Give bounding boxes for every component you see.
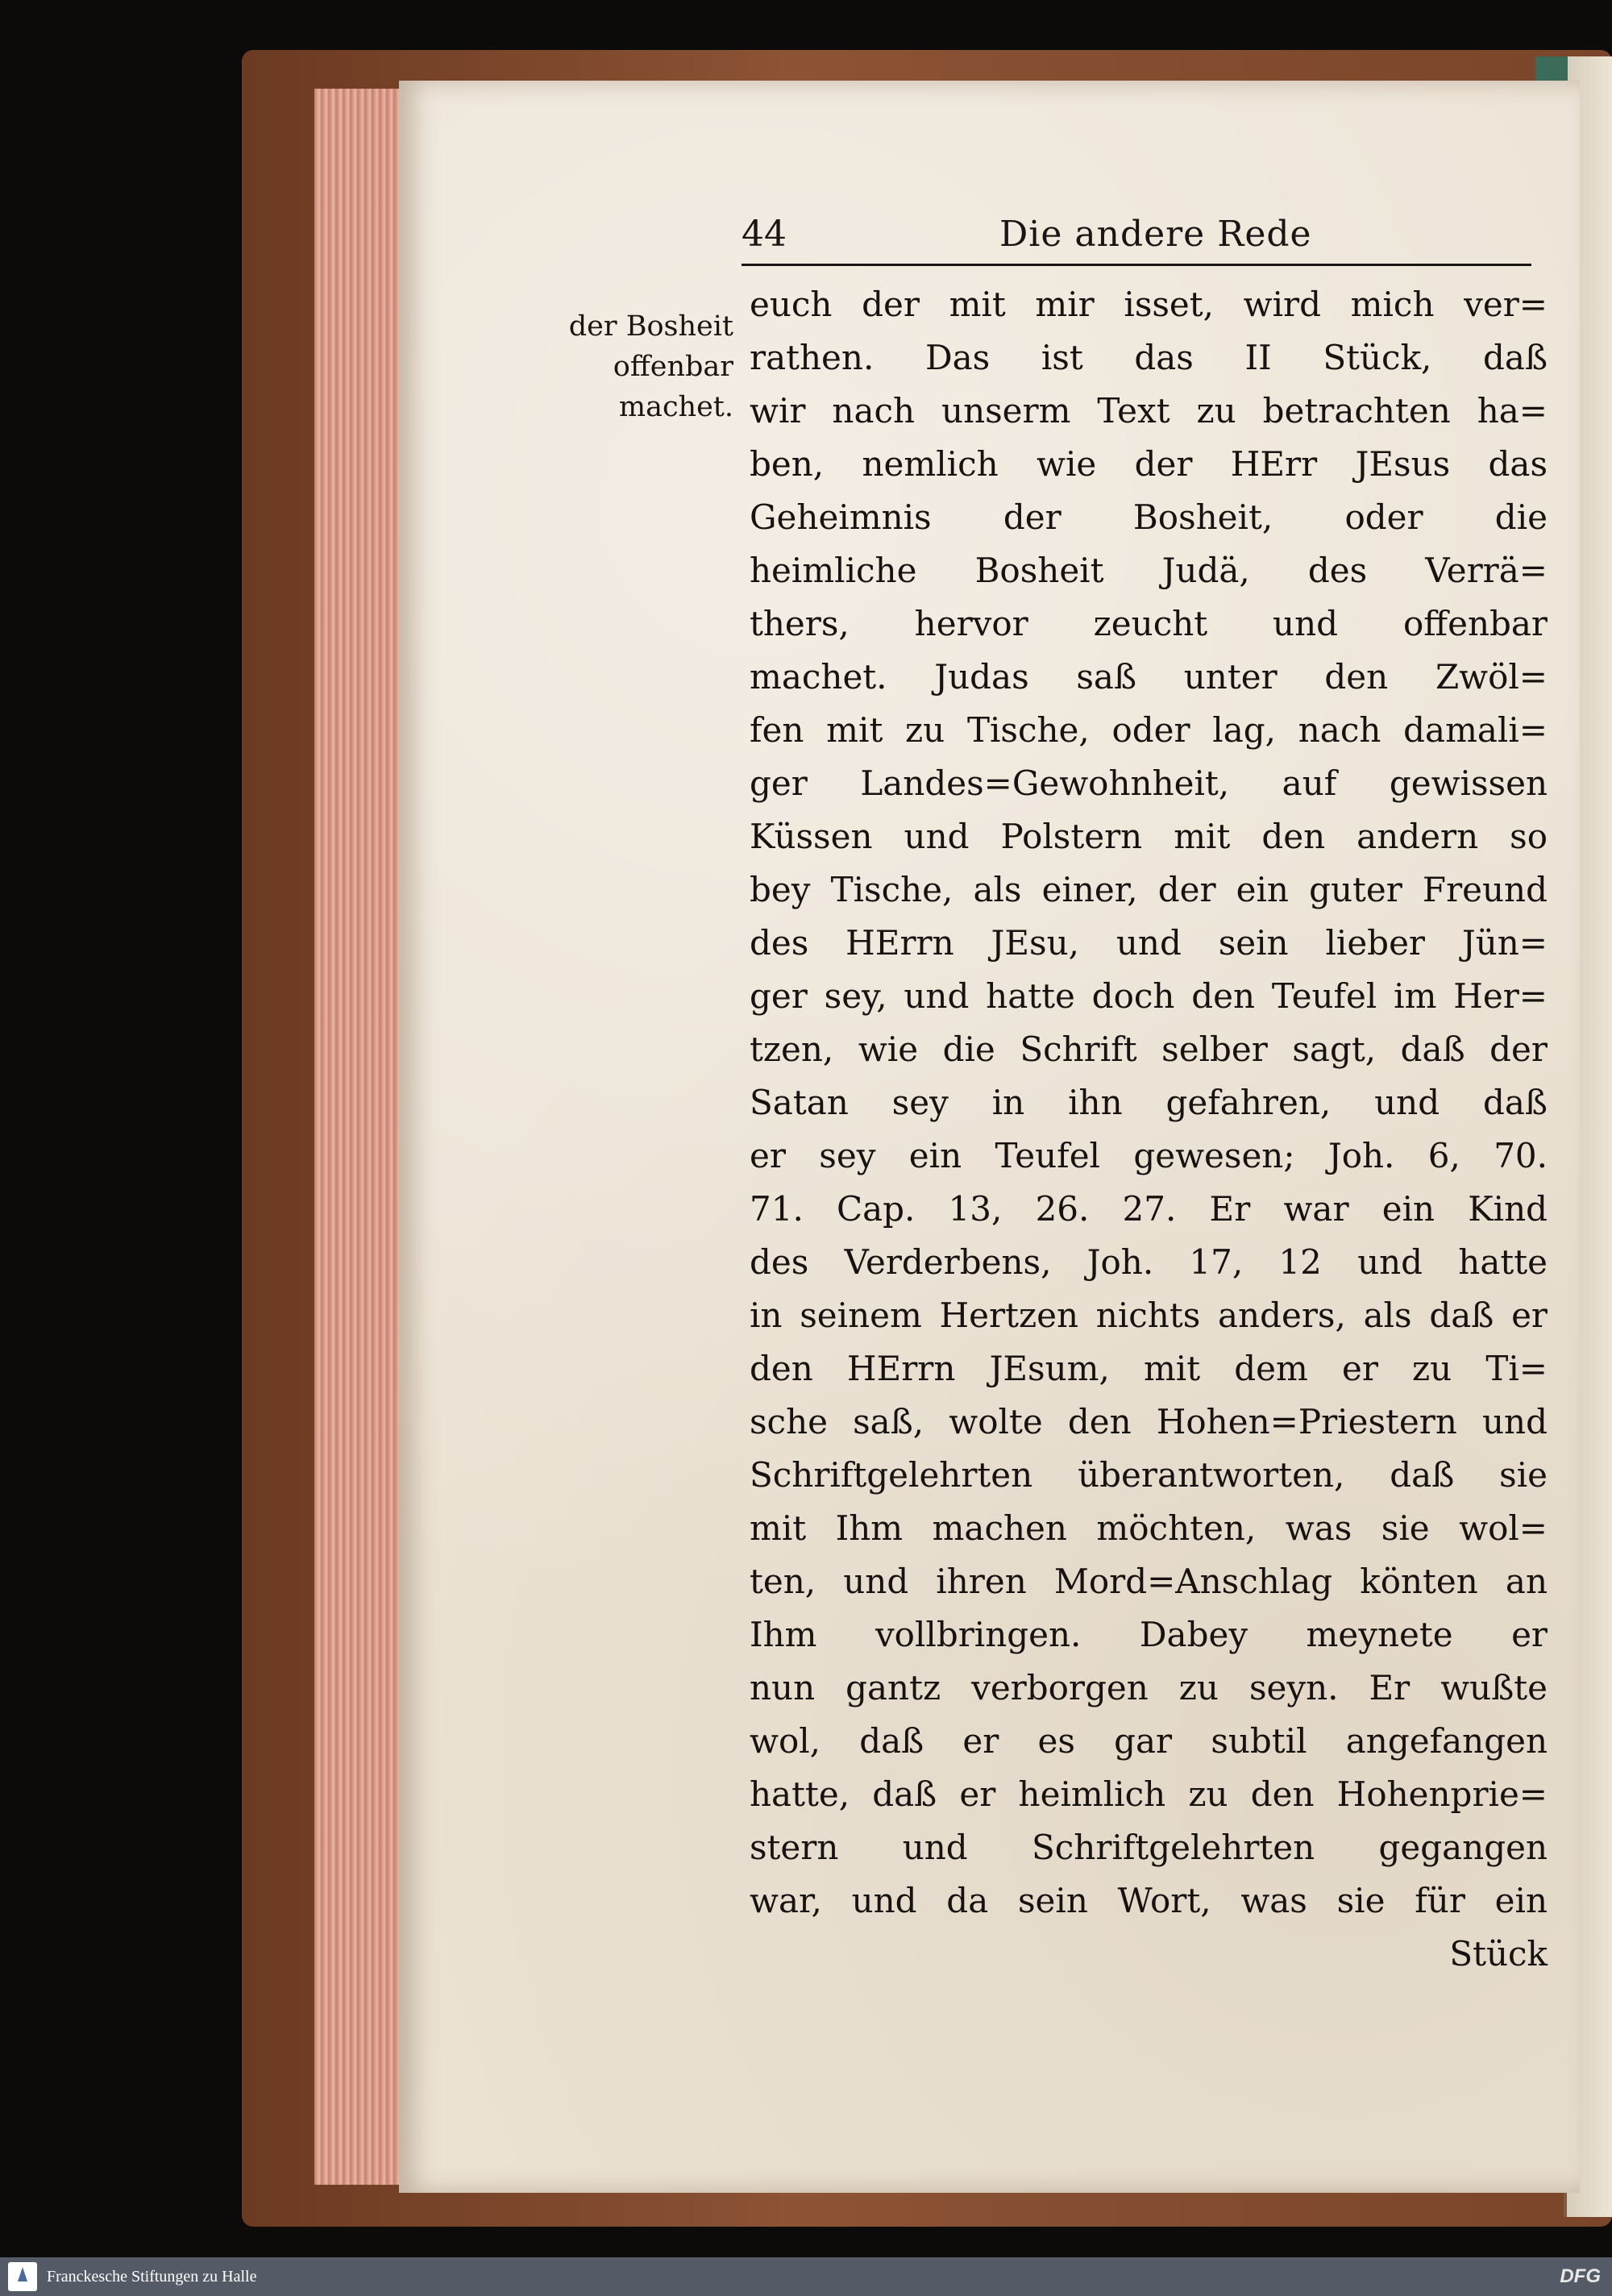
- dfg-badge: DFG: [1560, 2265, 1601, 2287]
- institution-logo-icon: [8, 2262, 37, 2291]
- text-line: Satan sey in ihn gefahren, und daß: [750, 1083, 1548, 1122]
- text-line: tzen, wie die Schrift selber sagt, daß der: [750, 1029, 1548, 1069]
- text-line: Küssen und Polstern mit den andern so: [750, 817, 1548, 856]
- text-line: wir nach unserm Text zu betrachten ha=: [750, 391, 1548, 430]
- text-line: Schriftgelehrten überantworten, daß sie: [750, 1455, 1548, 1495]
- text-line: heimliche Bosheit Judä, des Verrä=: [750, 551, 1548, 590]
- text-line: Ihm vollbringen. Dabey meynete er: [750, 1615, 1548, 1654]
- text-line: rathen. Das ist das II Stück, daß: [750, 338, 1548, 377]
- text-line: sche saß, wolte den Hohen=Priestern und: [750, 1402, 1548, 1441]
- text-line: hatte, daß er heimlich zu den Hohenprie=: [750, 1774, 1548, 1814]
- page-number: 44: [742, 214, 787, 255]
- text-line: ten, und ihren Mord=Anschlag könten an: [750, 1562, 1548, 1601]
- text-line: wol, daß er es gar subtil angefangen: [750, 1721, 1548, 1761]
- head-rule: [742, 264, 1531, 266]
- marginal-note-line: der Bosheit: [568, 310, 733, 343]
- text-line: fen mit zu Tische, oder lag, nach damali=: [750, 710, 1548, 750]
- text-line: ben, nemlich wie der HErr JEsus das: [750, 444, 1548, 484]
- text-line: nun gantz verborgen zu seyn. Er wußte: [750, 1668, 1548, 1707]
- marginal-note-line: machet.: [618, 391, 733, 423]
- running-head: [742, 214, 1531, 270]
- text-line: Geheimnis der Bosheit, oder die: [750, 497, 1548, 537]
- text-line: des HErrn JEsu, und sein lieber Jün=: [750, 923, 1548, 963]
- text-line: euch der mit mir isset, wird mich ver=: [750, 285, 1548, 324]
- text-line: mit Ihm machen möchten, was sie wol=: [750, 1508, 1548, 1548]
- text-line: thers, hervor zeucht und offenbar: [750, 604, 1548, 643]
- text-line: er sey ein Teufel gewesen; Joh. 6, 70.: [750, 1136, 1548, 1175]
- catchword: Stück: [1449, 1934, 1548, 1974]
- text-line: war, und da sein Wort, was sie für ein: [750, 1881, 1548, 1920]
- text-line: bey Tische, als einer, der ein guter Freund: [750, 870, 1548, 909]
- text-line: 71. Cap. 13, 26. 27. Er war ein Kind: [750, 1189, 1548, 1229]
- marginal-note: [528, 306, 733, 427]
- text-line: des Verderbens, Joh. 17, 12 und hatte: [750, 1242, 1548, 1282]
- text-line: ger Landes=Gewohnheit, auf gewissen: [750, 763, 1548, 803]
- footer-institution: Franckesche Stiftungen zu Halle: [47, 2268, 257, 2286]
- text-line: den HErrn JEsum, mit dem er zu Ti=: [750, 1349, 1548, 1388]
- text-line: machet. Judas saß unter den Zwöl=: [750, 657, 1548, 697]
- text-line: ger sey, und hatte doch den Teufel im Her=: [750, 976, 1548, 1016]
- body-text: [750, 278, 1548, 1981]
- text-line: stern und Schriftgelehrten gegangen: [750, 1828, 1548, 1867]
- running-head-title: Die andere Rede: [999, 214, 1312, 255]
- marginal-note-line: offenbar: [613, 351, 733, 383]
- text-line: in seinem Hertzen nichts anders, als daß er: [750, 1296, 1548, 1335]
